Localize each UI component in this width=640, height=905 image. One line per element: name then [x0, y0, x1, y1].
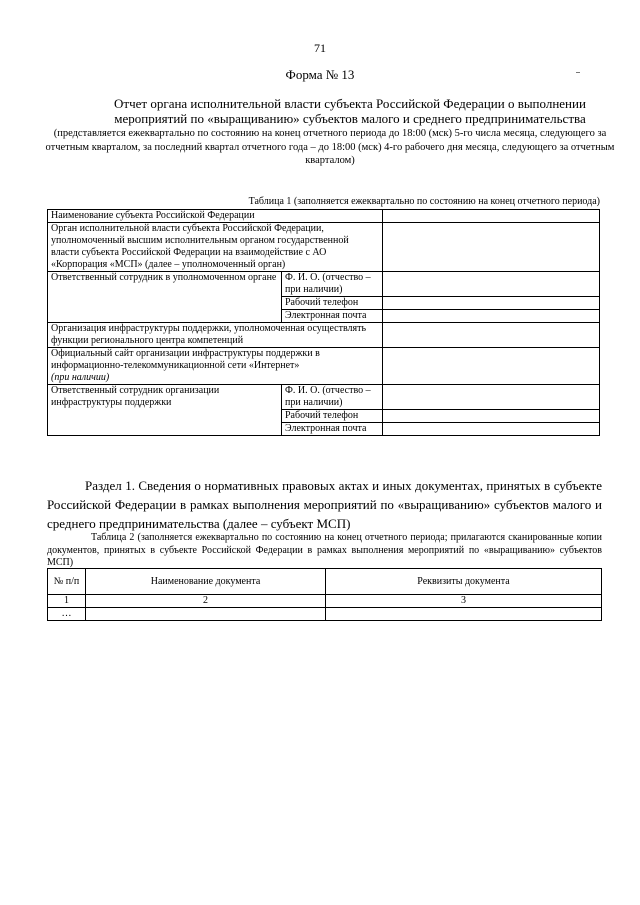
- table-row: [48, 223, 600, 272]
- col-number: 1: [48, 595, 86, 608]
- field-fio-label: Ф. И. О. (отчество – при наличии): [282, 385, 383, 410]
- row-site-note: (при наличии): [51, 372, 110, 383]
- value-cell: [383, 210, 600, 223]
- field-phone-label: Рабочий телефон: [282, 297, 383, 310]
- row-site-label: [48, 348, 383, 385]
- field-fio-label: Ф. И. О. (отчество – при наличии): [282, 272, 383, 297]
- table1-caption: Таблица 1 (заполняется ежеквартально по состоянию на конец отчетного периода): [248, 196, 600, 207]
- value-cell: [383, 423, 600, 436]
- row-authority-label: Орган исполнительной власти субъекта Российской Федерации, уполномоченный высшим исполнительным органом государственной власти субъекта Российской Федерации на взаимодействие с АО «Корпорация «МСП» (далее – уполномоченный орган): [48, 223, 383, 272]
- value-cell: [383, 410, 600, 423]
- table-row: [48, 323, 600, 348]
- empty-cell: [326, 608, 602, 621]
- page-number: 71: [314, 41, 326, 55]
- section1-heading: Раздел 1. Сведения о нормативных правовых актах и иных документах, принятых в субъекте Российской Федерации в рамках выполнения мероприятий по «выращиванию» субъектов малого и среднего предпринимательства (далее – субъект МСП): [47, 478, 602, 531]
- value-cell: [383, 310, 600, 323]
- value-cell: [383, 223, 600, 272]
- col-number: 2: [86, 595, 326, 608]
- table-row: [48, 385, 600, 410]
- table1: [47, 209, 600, 436]
- table2-caption: Таблица 2 (заполняется ежеквартально по состоянию на конец отчетного периода; прилагаются сканированные копии документов, принятых в субъекте Российской Федерации в рамках выполнения мероприятий по «выращиванию» субъектов МСП): [47, 532, 602, 568]
- value-cell: [383, 272, 600, 297]
- table-row: [48, 595, 602, 608]
- value-cell: [383, 385, 600, 410]
- row-infra-org-label: Организация инфраструктуры поддержки, уполномоченная осуществлять функции регионального центра компетенций: [48, 323, 383, 348]
- value-cell: [383, 297, 600, 310]
- row-employee-infra-label: Ответственный сотрудник организации инфраструктуры поддержки: [48, 385, 282, 436]
- table-row: [48, 608, 602, 621]
- empty-cell: [86, 608, 326, 621]
- value-cell: [383, 323, 600, 348]
- header-doc-details: Реквизиты документа: [326, 569, 602, 595]
- continuation-mark: …: [48, 608, 86, 621]
- table2: [47, 568, 602, 621]
- table-row: [48, 272, 600, 297]
- row-site-text: Официальный сайт организации инфраструктуры поддержки в информационно-телекоммуникационной сети «Интернет»: [51, 348, 320, 371]
- report-title: Отчет органа исполнительной власти субъекта Российской Федерации о выполнении мероприятий по «выращиванию» субъектов малого и среднего предпринимательства: [114, 96, 586, 126]
- row-subject-label: Наименование субъекта Российской Федерации: [48, 210, 383, 223]
- form-title: Форма № 13: [285, 67, 355, 82]
- table-row: [48, 210, 600, 223]
- table-row: [48, 348, 600, 385]
- header-number: № п/п: [48, 569, 86, 595]
- field-email-label: Электронная почта: [282, 310, 383, 323]
- report-subtitle: (представляется ежеквартально по состоянию на конец отчетного периода до 18:00 (мск) 5-го числа месяца, следующего за отчетным кварталом, за последний квартал отчетного года – до 18:00 (мск) 4-го рабочего дня месяца, следующего за отчетным кварталом): [45, 128, 615, 166]
- table-header-row: [48, 569, 602, 595]
- field-phone-label: Рабочий телефон: [282, 410, 383, 423]
- header-doc-name: Наименование документа: [86, 569, 326, 595]
- value-cell: [383, 348, 600, 385]
- field-email-label: Электронная почта: [282, 423, 383, 436]
- col-number: 3: [326, 595, 602, 608]
- row-employee-authority-label: Ответственный сотрудник в уполномоченном органе: [48, 272, 282, 323]
